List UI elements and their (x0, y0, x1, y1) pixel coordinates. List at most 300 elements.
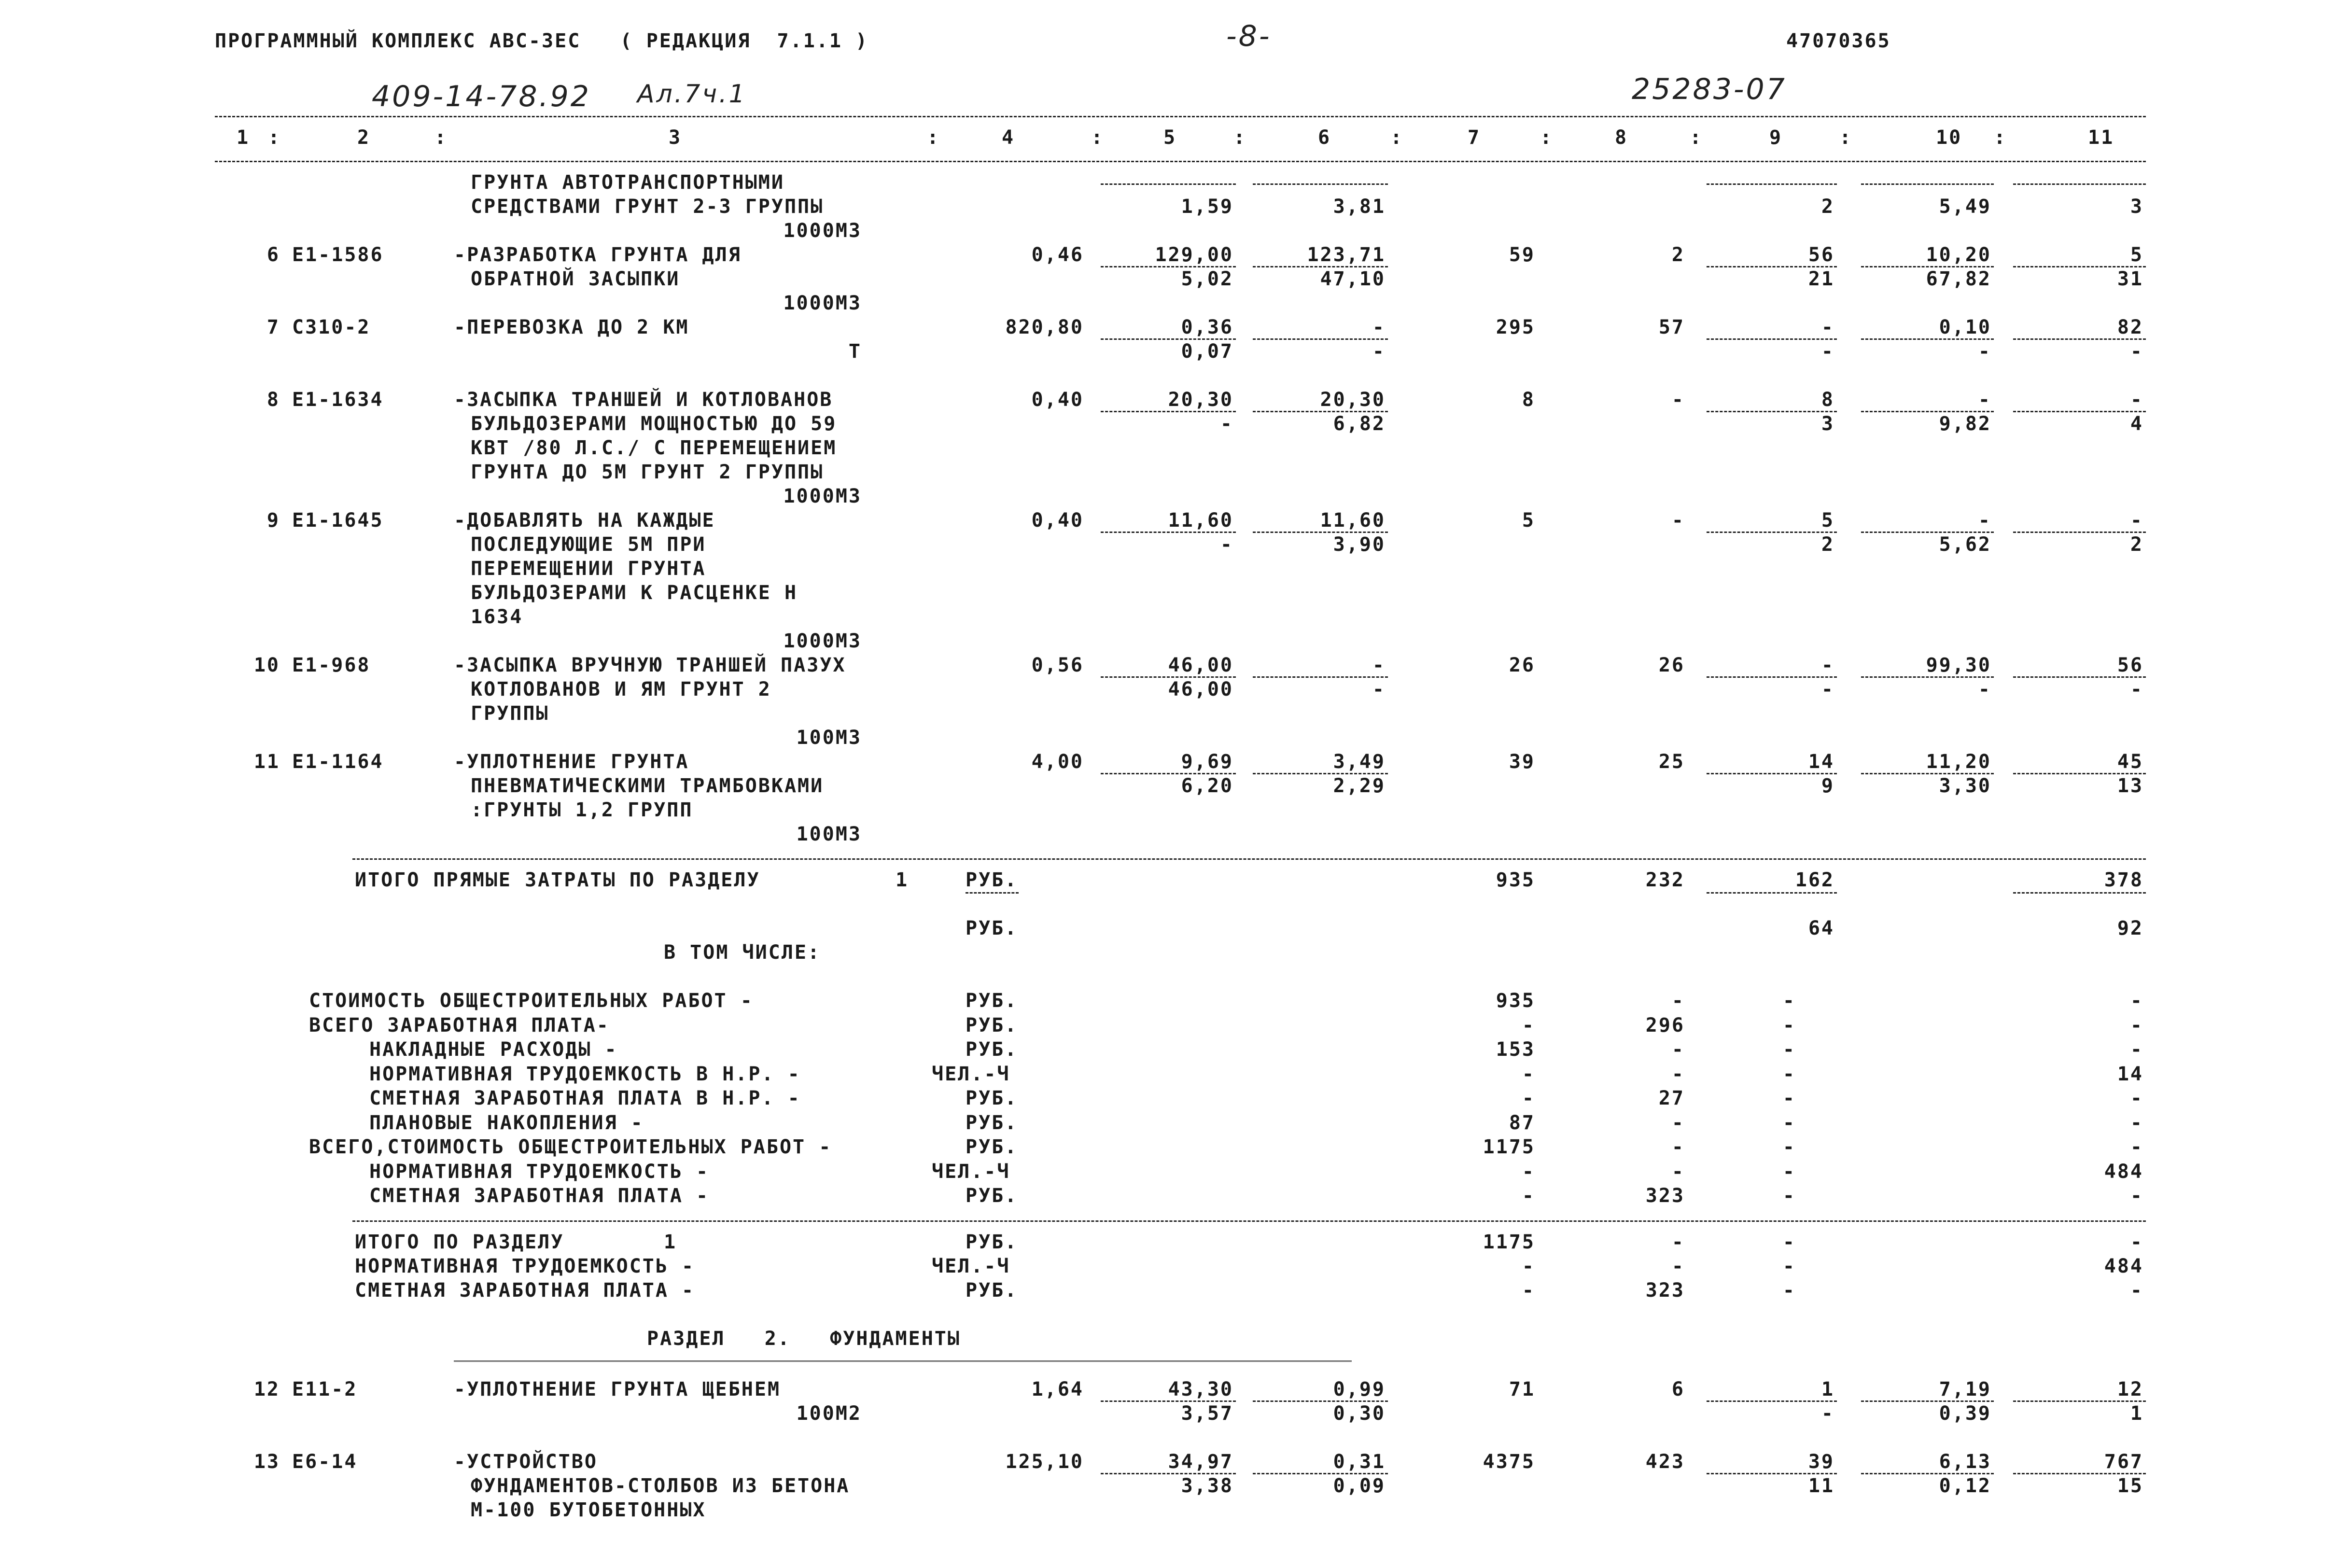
value-c9: 56 (1808, 244, 1834, 266)
value-underline (1861, 411, 1994, 412)
document-code: 47070365 (1786, 30, 1891, 52)
breakdown-label: ПЛАНОВЫЕ НАКОПЛЕНИЯ - (369, 1111, 644, 1134)
value-underline (1861, 338, 1994, 340)
value-underline (1253, 1473, 1388, 1474)
breakdown-c9: - (1782, 1014, 1796, 1036)
item-description: М-100 БУТОБЕТОННЫХ (471, 1499, 706, 1521)
subvalue-c11: 15 (2117, 1475, 2143, 1497)
subvalue-c6: 47,10 (1320, 268, 1386, 290)
value-underline (2013, 183, 2146, 185)
item-description: БУЛЬДОЗЕРАМИ МОЩНОСТЬЮ ДО 59 (471, 413, 837, 435)
subvalue-c10: - (1978, 678, 1991, 700)
totals-unit: РУБ. (966, 917, 1018, 939)
value-underline (1101, 1400, 1236, 1402)
subvalue-c9: 2 (1821, 196, 1834, 218)
item-description: ПЕРЕМЕЩЕНИИ ГРУНТА (471, 558, 706, 580)
value-c10: 11,20 (1926, 751, 1991, 773)
section-total-c11: - (2130, 1231, 2143, 1253)
item-description: ФУНДАМЕНТОВ-СТОЛБОВ ИЗ БЕТОНА (471, 1475, 850, 1497)
value-underline (1861, 676, 1994, 678)
column-separator: : (1839, 126, 1853, 149)
value-underline (2013, 411, 2146, 412)
item-number: 11 (253, 751, 280, 773)
totals-c7: 935 (1496, 869, 1535, 891)
section-total-c7: - (1522, 1255, 1535, 1277)
value-c11: 5 (2130, 244, 2143, 266)
handwritten-number: 25283-07 (1632, 72, 1787, 106)
value-c7: 71 (1509, 1378, 1535, 1400)
value-c11: 82 (2117, 316, 2143, 338)
item-description: -РАЗРАБОТКА ГРУНТА ДЛЯ (454, 244, 742, 266)
value-c7: 26 (1509, 654, 1535, 676)
breakdown-c11: 484 (2104, 1160, 2143, 1183)
value-underline (1707, 773, 1837, 774)
value-c10: - (1978, 509, 1991, 532)
column-separator: : (1690, 126, 1703, 149)
breakdown-unit: РУБ. (966, 1014, 1018, 1036)
subvalue-c9: 21 (1808, 268, 1834, 290)
value-c8: 2 (1671, 244, 1685, 266)
section-total-c9: - (1782, 1255, 1796, 1277)
column-header-5: 5 (1163, 126, 1177, 149)
section-total-c9: - (1782, 1231, 1796, 1253)
value-underline (2013, 1473, 2146, 1474)
breakdown-label: ВСЕГО ЗАРАБОТНАЯ ПЛАТА- (309, 1014, 610, 1036)
value-c10: 10,20 (1926, 244, 1991, 266)
breakdown-label: ВСЕГО,СТОИМОСТЬ ОБЩЕСТРОИТЕЛЬНЫХ РАБОТ - (309, 1136, 832, 1158)
value-c5: 34,97 (1168, 1451, 1233, 1473)
breakdown-c8: - (1671, 1160, 1685, 1183)
breakdown-unit: РУБ. (966, 1038, 1018, 1061)
breakdown-unit: ЧЕЛ.-Ч (932, 1063, 1010, 1085)
item-description: -ДОБАВЛЯТЬ НА КАЖДЫЕ (454, 509, 715, 532)
column-separator: : (1233, 126, 1247, 149)
subvalue-c11: 3 (2130, 196, 2143, 218)
item-quantity: 820,80 (1005, 316, 1084, 338)
value-c7: 295 (1496, 316, 1535, 338)
item-quantity: 125,10 (1005, 1451, 1084, 1473)
value-underline (1253, 266, 1388, 267)
value-c11: 12 (2117, 1378, 2143, 1400)
value-c9: 1 (1821, 1378, 1834, 1400)
breakdown-c8: - (1671, 1136, 1685, 1158)
section-total-c11: - (2130, 1279, 2143, 1302)
item-unit: 100М3 (796, 823, 862, 845)
section-total-unit: РУБ. (966, 1231, 1018, 1253)
section-total-label: СМЕТНАЯ ЗАРАБОТНАЯ ПЛАТА - (355, 1279, 695, 1302)
value-c6: 0,99 (1333, 1378, 1386, 1400)
section-total-rule (352, 1220, 2146, 1222)
column-header-4: 4 (1002, 126, 1015, 149)
value-underline (1707, 676, 1837, 678)
item-quantity: 0,46 (1031, 244, 1084, 266)
item-code: Е1-1634 (292, 389, 384, 411)
breakdown-c8: - (1671, 1111, 1685, 1134)
breakdown-label: НАКЛАДНЫЕ РАСХОДЫ - (369, 1038, 618, 1061)
breakdown-label: НОРМАТИВНАЯ ТРУДОЕМКОСТЬ В Н.Р. - (369, 1063, 801, 1085)
column-header-10: 10 (1936, 126, 1962, 149)
breakdown-label: НОРМАТИВНАЯ ТРУДОЕМКОСТЬ - (369, 1160, 710, 1183)
breakdown-c9: - (1782, 990, 1796, 1012)
item-unit: 1000М3 (783, 485, 862, 507)
value-c11: - (2130, 509, 2143, 532)
breakdown-c9: - (1782, 1087, 1796, 1109)
section-total-label: НОРМАТИВНАЯ ТРУДОЕМКОСТЬ - (355, 1255, 695, 1277)
breakdown-c9: - (1782, 1111, 1796, 1134)
value-c10: - (1978, 389, 1991, 411)
value-c9: - (1821, 316, 1834, 338)
value-underline (1707, 338, 1837, 340)
item-number: 9 (266, 509, 280, 532)
value-underline (2013, 676, 2146, 678)
item-unit: 1000М3 (783, 220, 862, 242)
subvalue-c6: 0,09 (1333, 1475, 1386, 1497)
breakdown-unit: РУБ. (966, 1185, 1018, 1207)
breakdown-c11: 14 (2117, 1063, 2143, 1085)
item-description: -УПЛОТНЕНИЕ ГРУНТА ЩЕБНЕМ (454, 1378, 781, 1400)
value-underline (2013, 1400, 2146, 1402)
breakdown-label: СТОИМОСТЬ ОБЩЕСТРОИТЕЛЬНЫХ РАБОТ - (309, 990, 754, 1012)
subvalue-c11: 31 (2117, 268, 2143, 290)
subvalue-c10: - (1978, 340, 1991, 363)
breakdown-c11: - (2130, 1087, 2143, 1109)
item-unit: 1000М3 (783, 292, 862, 314)
column-header-8: 8 (1615, 126, 1628, 149)
value-underline (1101, 1473, 1236, 1474)
top-rule (215, 116, 2146, 117)
value-underline (2013, 773, 2146, 774)
value-c9: 14 (1808, 751, 1834, 773)
column-header-6: 6 (1318, 126, 1331, 149)
value-underline (1707, 532, 1837, 533)
subvalue-c11: 4 (2130, 413, 2143, 435)
subvalue-c9: - (1821, 1402, 1834, 1425)
value-underline (1101, 411, 1236, 412)
subvalue-c6: 3,81 (1333, 196, 1386, 218)
subvalue-c5: 3,57 (1181, 1402, 1233, 1425)
item-code: Е1-1645 (292, 509, 384, 532)
breakdown-c7: - (1522, 1160, 1535, 1183)
totals-c11: 378 (2104, 869, 2143, 891)
value-c5: 11,60 (1168, 509, 1233, 532)
subvalue-c10: 67,82 (1926, 268, 1991, 290)
value-underline (1253, 773, 1388, 774)
value-underline (1861, 532, 1994, 533)
totals-c9: 64 (1808, 917, 1834, 939)
value-c9: - (1821, 654, 1834, 676)
subvalue-c10: 5,49 (1939, 196, 1991, 218)
breakdown-c11: - (2130, 1185, 2143, 1207)
subvalue-c5: 0,07 (1181, 340, 1233, 363)
value-underline (1101, 183, 1236, 185)
value-c10: 7,19 (1939, 1378, 1991, 1400)
subvalue-c9: 2 (1821, 533, 1834, 556)
item-description: ПНЕВМАТИЧЕСКИМИ ТРАМБОВКАМИ (471, 775, 824, 797)
breakdown-c8: - (1671, 990, 1685, 1012)
item-quantity: 0,40 (1031, 389, 1084, 411)
value-c5: 129,00 (1155, 244, 1233, 266)
value-underline (1253, 1400, 1388, 1402)
subvalue-c11: 13 (2117, 775, 2143, 797)
value-underline (1101, 676, 1236, 678)
value-c9: 5 (1821, 509, 1834, 532)
item-description: -УПЛОТНЕНИЕ ГРУНТА (454, 751, 689, 773)
item-quantity: 0,40 (1031, 509, 1084, 532)
breakdown-c7: 87 (1509, 1111, 1535, 1134)
column-separator: : (434, 126, 448, 149)
item-description: :ГРУНТЫ 1,2 ГРУПП (471, 799, 693, 821)
subvalue-c6: 6,82 (1333, 413, 1386, 435)
item-number: 7 (266, 316, 280, 338)
section-total-label: ИТОГО ПО РАЗДЕЛУ (355, 1231, 564, 1253)
item-code: С310-2 (292, 316, 371, 338)
column-header-3: 3 (669, 126, 682, 149)
section-total-c7: - (1522, 1279, 1535, 1302)
breakdown-c8: 27 (1658, 1087, 1685, 1109)
item-description: ПОСЛЕДУЮЩИЕ 5М ПРИ (471, 533, 706, 556)
totals-c9: 162 (1795, 869, 1834, 891)
subvalue-c5: 3,38 (1181, 1475, 1233, 1497)
subvalue-c10: 9,82 (1939, 413, 1991, 435)
column-header-1: 1 (237, 126, 250, 149)
item-number: 8 (266, 389, 280, 411)
breakdown-c8: 323 (1645, 1185, 1685, 1207)
subvalue-c6: - (1372, 678, 1386, 700)
breakdown-c9: - (1782, 1038, 1796, 1061)
value-underline (966, 892, 1019, 894)
value-c6: - (1372, 316, 1386, 338)
totals-rule (352, 858, 2146, 860)
breakdown-label: СМЕТНАЯ ЗАРАБОТНАЯ ПЛАТА - (369, 1185, 710, 1207)
including-label: В ТОМ ЧИСЛЕ: (664, 941, 821, 964)
item-description: КВТ /80 Л.С./ С ПЕРЕМЕЩЕНИЕМ (471, 437, 837, 459)
column-header-2: 2 (357, 126, 371, 149)
section-total-c8: - (1671, 1231, 1685, 1253)
breakdown-c9: - (1782, 1185, 1796, 1207)
column-separator: : (268, 126, 281, 149)
value-underline (1861, 1473, 1994, 1474)
item-description: -ЗАСЫПКА ВРУЧНУЮ ТРАНШЕЙ ПАЗУХ (454, 654, 846, 676)
program-title: ПРОГРАММНЫЙ КОМПЛЕКС АВС-3ЕС ( РЕДАКЦИЯ 7.1.1 ) (215, 30, 869, 52)
column-header-7: 7 (1468, 126, 1481, 149)
item-code: Е6-14 (292, 1451, 358, 1473)
column-separator: : (1091, 126, 1105, 149)
totals-c8: 232 (1645, 869, 1685, 891)
totals-c11: 92 (2117, 917, 2143, 939)
value-underline (2013, 266, 2146, 267)
breakdown-c11: - (2130, 1136, 2143, 1158)
subvalue-c9: - (1821, 340, 1834, 363)
breakdown-c9: - (1782, 1063, 1796, 1085)
value-underline (1253, 411, 1388, 412)
breakdown-c7: - (1522, 1014, 1535, 1036)
value-c5: 43,30 (1168, 1378, 1233, 1400)
subvalue-c5: 46,00 (1168, 678, 1233, 700)
item-quantity: 0,56 (1031, 654, 1084, 676)
value-underline (1253, 183, 1388, 185)
value-underline (2013, 338, 2146, 340)
item-code: Е1-1586 (292, 244, 384, 266)
subvalue-c6: 3,90 (1333, 533, 1386, 556)
value-underline (1101, 532, 1236, 533)
value-c6: 20,30 (1320, 389, 1386, 411)
subvalue-c5: - (1220, 413, 1233, 435)
breakdown-c11: - (2130, 1038, 2143, 1061)
header-rule (215, 161, 2146, 162)
item-description: -ПЕРЕВОЗКА ДО 2 КМ (454, 316, 689, 338)
section-total-c8: 323 (1645, 1279, 1685, 1302)
value-c5: 0,36 (1181, 316, 1233, 338)
section-2-underline (454, 1360, 1352, 1362)
subvalue-c9: 3 (1821, 413, 1834, 435)
value-underline (1861, 183, 1994, 185)
value-c10: 6,13 (1939, 1451, 1991, 1473)
subvalue-c11: 2 (2130, 533, 2143, 556)
breakdown-c7: - (1522, 1063, 1535, 1085)
item-number: 6 (266, 244, 280, 266)
value-c8: 57 (1658, 316, 1685, 338)
value-c7: 4375 (1483, 1451, 1535, 1473)
item-unit: 1000М3 (783, 630, 862, 652)
value-underline (2013, 532, 2146, 533)
value-underline (1253, 676, 1388, 678)
subvalue-c11: - (2130, 678, 2143, 700)
value-c10: 99,30 (1926, 654, 1991, 676)
subvalue-c6: 0,30 (1333, 1402, 1386, 1425)
breakdown-label: СМЕТНАЯ ЗАРАБОТНАЯ ПЛАТА В Н.Р. - (369, 1087, 801, 1109)
value-underline (2013, 892, 2146, 894)
subvalue-c5: 5,02 (1181, 268, 1233, 290)
breakdown-c11: - (2130, 990, 2143, 1012)
item-code: Е1-1164 (292, 751, 384, 773)
breakdown-c9: - (1782, 1136, 1796, 1158)
item-quantity: 4,00 (1031, 751, 1084, 773)
item-description: КОТЛОВАНОВ И ЯМ ГРУНТ 2 (471, 678, 771, 700)
section-total-unit: ЧЕЛ.-Ч (932, 1255, 1010, 1277)
column-separator: : (1994, 126, 2007, 149)
value-c6: - (1372, 654, 1386, 676)
section-total-unit: РУБ. (966, 1279, 1018, 1302)
item-number: 12 (253, 1378, 280, 1400)
item-description: ОБРАТНОЙ ЗАСЫПКИ (471, 268, 680, 290)
breakdown-c7: 153 (1496, 1038, 1535, 1061)
value-underline (1707, 183, 1837, 185)
section-total-number: 1 (664, 1231, 677, 1253)
item-number: 10 (253, 654, 280, 676)
item-description: 1634 (471, 606, 523, 628)
breakdown-c7: - (1522, 1185, 1535, 1207)
value-c11: - (2130, 389, 2143, 411)
value-underline (1707, 892, 1837, 894)
breakdown-c8: - (1671, 1063, 1685, 1085)
breakdown-c7: - (1522, 1087, 1535, 1109)
value-c8: 25 (1658, 751, 1685, 773)
value-underline (1101, 338, 1236, 340)
column-header-9: 9 (1769, 126, 1783, 149)
column-separator: : (927, 126, 940, 149)
breakdown-c8: 296 (1645, 1014, 1685, 1036)
subvalue-c9: 11 (1808, 1475, 1834, 1497)
value-c5: 20,30 (1168, 389, 1233, 411)
value-underline (1253, 532, 1388, 533)
totals-section: 1 (896, 869, 909, 891)
subvalue-c5: 1,59 (1181, 196, 1233, 218)
subvalue-c10: 3,30 (1939, 775, 1991, 797)
breakdown-c7: 1175 (1483, 1136, 1535, 1158)
breakdown-c9: - (1782, 1160, 1796, 1183)
value-c7: 59 (1509, 244, 1535, 266)
breakdown-unit: РУБ. (966, 1136, 1018, 1158)
item-description: БУЛЬДОЗЕРАМИ К РАСЦЕНКЕ Н (471, 582, 798, 604)
section-total-c8: - (1671, 1255, 1685, 1277)
value-underline (1101, 773, 1236, 774)
section-total-c11: 484 (2104, 1255, 2143, 1277)
section-total-c9: - (1782, 1279, 1796, 1302)
breakdown-c7: 935 (1496, 990, 1535, 1012)
breakdown-unit: ЧЕЛ.-Ч (932, 1160, 1010, 1183)
subvalue-c10: 0,39 (1939, 1402, 1991, 1425)
value-underline (1861, 773, 1994, 774)
breakdown-c11: - (2130, 1111, 2143, 1134)
column-separator: : (1390, 126, 1404, 149)
value-underline (1707, 1473, 1837, 1474)
value-c10: 0,10 (1939, 316, 1991, 338)
value-c7: 5 (1522, 509, 1535, 532)
breakdown-unit: РУБ. (966, 990, 1018, 1012)
subvalue-c6: 2,29 (1333, 775, 1386, 797)
value-c11: 56 (2117, 654, 2143, 676)
value-c7: 39 (1509, 751, 1535, 773)
value-c6: 3,49 (1333, 751, 1386, 773)
subvalue-c5: - (1220, 533, 1233, 556)
page-number: -8- (1226, 19, 1272, 53)
value-underline (1707, 266, 1837, 267)
breakdown-c11: - (2130, 1014, 2143, 1036)
value-c5: 9,69 (1181, 751, 1233, 773)
value-underline (1707, 1400, 1837, 1402)
item-quantity: 1,64 (1031, 1378, 1084, 1400)
subvalue-c9: - (1821, 678, 1834, 700)
item-code: Е11-2 (292, 1378, 358, 1400)
value-c8: 6 (1671, 1378, 1685, 1400)
subvalue-c10: 5,62 (1939, 533, 1991, 556)
handwritten-doc-number: 409-14-78.92 (372, 80, 591, 113)
item-description: ГРУППЫ (471, 702, 549, 725)
subvalue-c10: 0,12 (1939, 1475, 1991, 1497)
value-underline (1707, 411, 1837, 412)
totals-unit: РУБ. (966, 869, 1018, 891)
value-c8: 423 (1645, 1451, 1685, 1473)
value-c6: 123,71 (1307, 244, 1386, 266)
value-c9: 8 (1821, 389, 1834, 411)
value-underline (1101, 266, 1236, 267)
breakdown-unit: РУБ. (966, 1111, 1018, 1134)
value-c6: 0,31 (1333, 1451, 1386, 1473)
subvalue-c11: - (2130, 340, 2143, 363)
subvalue-c11: 1 (2130, 1402, 2143, 1425)
item-code: Е1-968 (292, 654, 371, 676)
value-c8: - (1671, 509, 1685, 532)
value-c11: 767 (2104, 1451, 2143, 1473)
subvalue-c5: 6,20 (1181, 775, 1233, 797)
item-unit: Т (848, 340, 862, 363)
breakdown-c8: - (1671, 1038, 1685, 1061)
subvalue-c9: 9 (1821, 775, 1834, 797)
subvalue-c6: - (1372, 340, 1386, 363)
column-header-11: 11 (2088, 126, 2114, 149)
item-number: 13 (253, 1451, 280, 1473)
value-c6: 11,60 (1320, 509, 1386, 532)
